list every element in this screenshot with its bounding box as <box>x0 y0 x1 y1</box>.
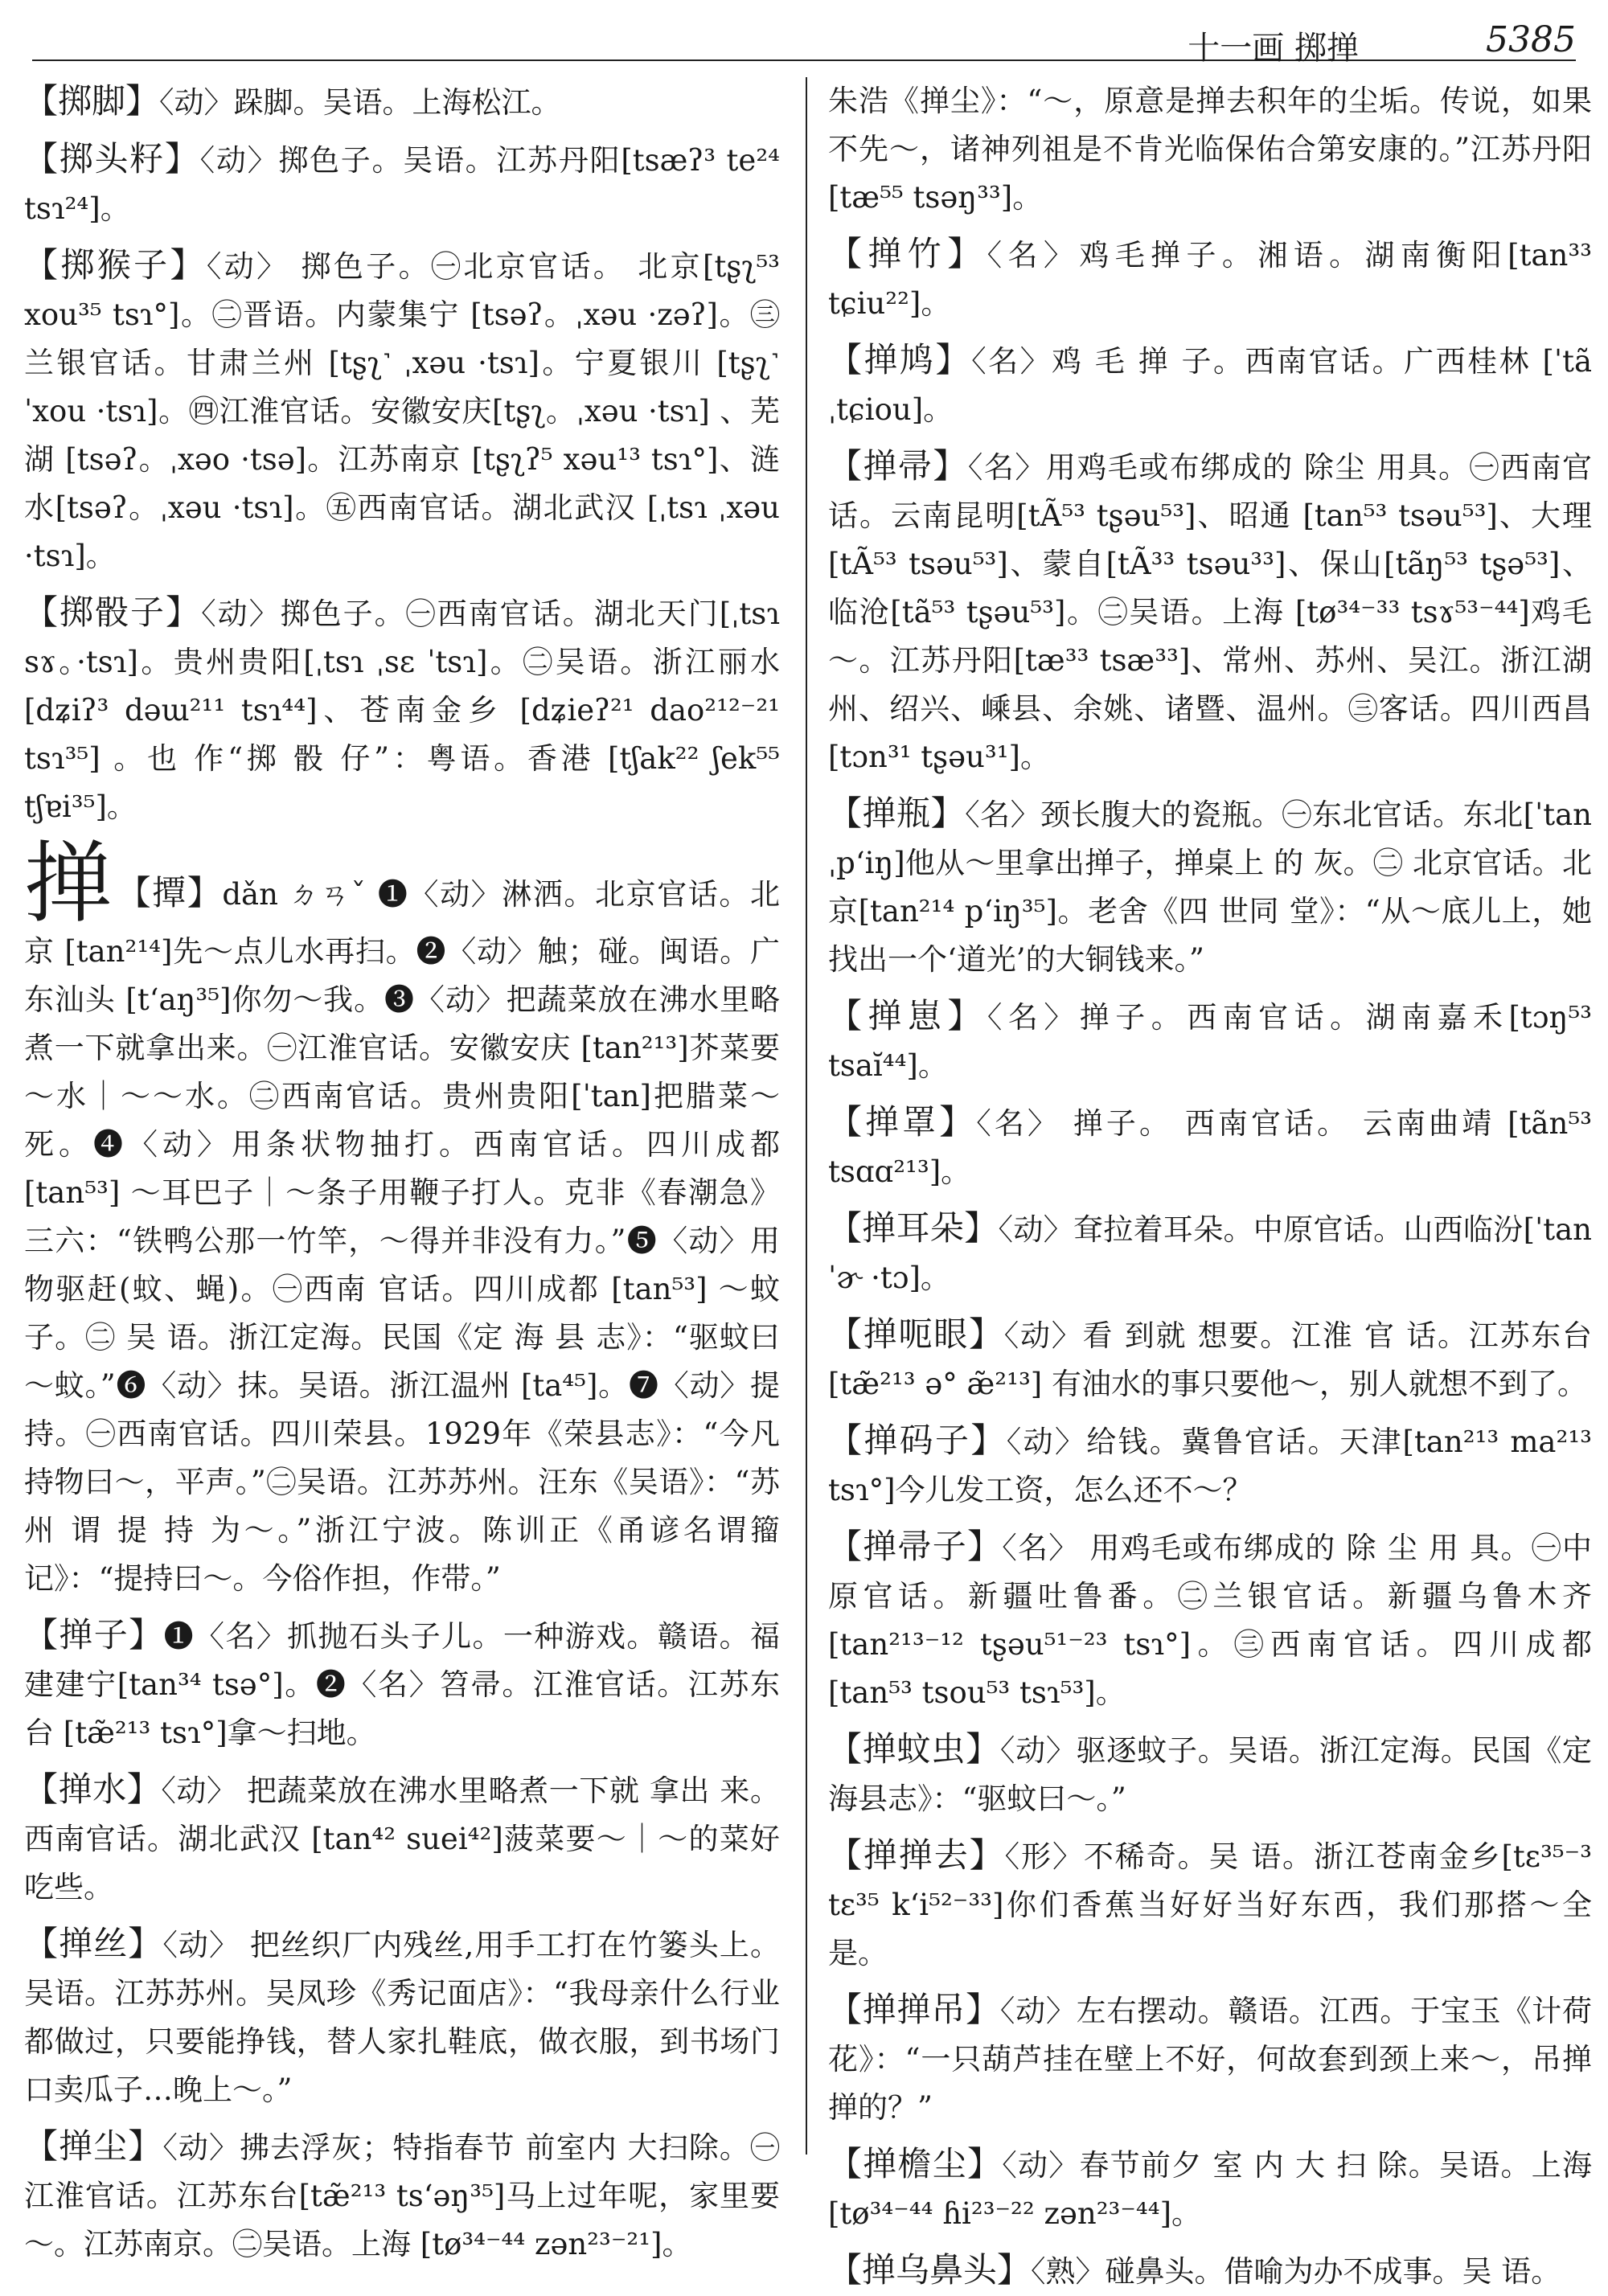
dictionary-entry <box>828 1417 1592 1515</box>
dictionary-entry <box>24 2122 780 2269</box>
entry-body: 〈动〉跺脚。吴语。上海松江。 <box>159 85 561 120</box>
entry-headword: 【掸竹】 <box>828 234 987 273</box>
entry-body: 〈动〉 把丝织厂内残丝,用手工打在竹篓头上。吴语。江苏苏州。吴凤珍《秀记面店》：“我母亲什么行业都做过，只要能挣钱，替人家扎鞋底，做衣服，到书场门口卖瓜子…晚上～。” <box>24 1928 780 2107</box>
entry-body: 〈动〉拂去浮灰；特指春节 前室内 大扫除。㊀江淮官话。江苏东台[tæ̃²¹³ tsʻəŋ³⁵]马上过年呢，家里要～。江苏南京。㊁吴语。上海 [tø³⁴⁻⁴⁴ zən²³⁻²¹]。 <box>24 2130 780 2261</box>
dictionary-entry-main <box>24 832 780 1603</box>
dictionary-entry <box>24 1611 780 1757</box>
entry-body: 〈名〉用鸡毛或布绑成的 除尘 用具。㊀西南官话。云南昆明[tÃ⁵³ tʂəu⁵³]、昭通 [tan⁵³ tsəu⁵³]、大理[tÃ⁵³ tsəu⁵³]、蒙自[tÃ³³ tsəu³³]、保山[tãŋ⁵³ tʂə⁵³]、临沧[tã⁵³ tʂəu⁵³]。㊁吴语。上海 [tø³⁴⁻³³ tsɤ⁵³⁻⁴⁴]鸡毛～。江苏丹阳[tæ³³ tsæ³³]、常州、苏州、吴江。浙江湖州、绍兴、嵊县、余姚、诸暨、温州。㊂客话。四川西昌 [tɔn³¹ tʂəu³¹]。 <box>828 450 1592 774</box>
entry-body: 〈名〉 掸子。 西南官话。 云南曲靖 [tãn⁵³ tsɑɑ²¹³]。 <box>828 1106 1592 1189</box>
entry-body: ❶〈名〉抓抛石头子儿。一种游戏。赣语。福建建宁[tan³⁴ tsə°]。❷〈名〉笤帚。江淮官话。江苏东台 [tæ̃²¹³ tsɿ°]拿～扫地。 <box>24 1619 780 1750</box>
entry-body: 〈动〉掷色子。吴语。江苏丹阳[tsæʔ³ te²⁴ tsɿ²⁴]。 <box>24 143 780 226</box>
left-column <box>24 77 780 2261</box>
entry-body: 〈动〉给钱。冀鲁官话。天津[tan²¹³ ma²¹³ tsɿ°]今儿发工资，怎么还不～？ <box>828 1425 1592 1507</box>
entry-headword: 【掸乌鼻头】 <box>828 2250 1032 2290</box>
entry-body: 〈名〉鸡毛掸子。湘语。湖南衡阳[tan³³ tɕiu²²]。 <box>828 238 1592 321</box>
entry-headword: 【掷骰子】 <box>24 592 202 632</box>
entry-headword: 【掸蚊虫】 <box>828 1729 1000 1769</box>
dictionary-entry <box>828 992 1592 1090</box>
dictionary-entry <box>828 789 1592 984</box>
dictionary-entry <box>24 241 780 580</box>
entry-body: 〈动〉左右摆动。赣语。江西。于宝玉《计荷花》：“一只葫芦挂在壁上不好，何故套到颈上来～，吊掸掸的？” <box>828 1994 1592 2125</box>
dictionary-entry <box>828 442 1592 781</box>
dictionary-entry <box>24 135 780 233</box>
entry-body: 〈动〉春节前夕 室 内 大 扫 除。吴语。上海 [tø³⁴⁻⁴⁴ ɦi²³⁻²² zən²³⁻⁴⁴]。 <box>828 2148 1592 2231</box>
dictionary-entry <box>828 2246 1592 2296</box>
section-label: 十一画 掷掸 <box>1188 30 1359 67</box>
dictionary-entry <box>828 1725 1592 1823</box>
entry-headword: 【掸水】 <box>24 1769 162 1809</box>
dictionary-entry-continued <box>828 77 1592 222</box>
entry-body: 朱浩《掸尘》：“～，原意是掸去积年的尘垢。传说，如果不先～，诸神列祖是不肯光临保佑合第安康的。”江苏丹阳 [tæ⁵⁵ tsəŋ³³]。 <box>828 84 1592 215</box>
entry-body: 〈名〉鸡 毛 掸 子。西南官话。广西桂林 [ˈtã ˌtɕiou]。 <box>828 344 1592 427</box>
entry-headword: 【掸子】 <box>24 1615 164 1654</box>
entry-headword: 【掸罩】 <box>828 1102 977 1142</box>
entry-body: 〈动〉耷拉着耳朵。中原官话。山西临汾[ˈtan ˈɚ ·tɔ]。 <box>828 1212 1592 1295</box>
page-header <box>32 11 1576 67</box>
entry-body: 〈名〉颈长腹大的瓷瓶。㊀东北官话。东北[ˈtan ˌpʻiŋ]他从～里拿出掸子，掸桌上 的 灰。㊁ 北京官话。北京[tan²¹⁴ pʻiŋ³⁵]。老舍《四 世同 堂》：“从～底儿上，她找出一个‘道光’的大铜钱来。” <box>828 797 1592 977</box>
entry-headword: 【掸码子】 <box>828 1421 1007 1460</box>
entry-headword: 【掷脚】 <box>24 81 160 121</box>
dictionary-entry <box>828 1523 1592 1717</box>
dictionary-entry <box>828 2140 1592 2238</box>
entry-headword: 【掸瓶】 <box>828 793 966 833</box>
entry-headword: 【掸尘】 <box>24 2126 163 2166</box>
entry-headword: 【掸帚】 <box>828 446 968 486</box>
entry-headword: 【掸丝】 <box>24 1924 163 1963</box>
entry-headword: 【掸掸吊】 <box>828 1990 1000 2029</box>
dictionary-entry <box>24 77 780 127</box>
dictionary-entry <box>828 336 1592 434</box>
entry-headword: 【掸檐尘】 <box>828 2144 1003 2183</box>
entry-headword: 【掸耳朵】 <box>828 1208 999 1248</box>
dictionary-entry <box>828 1098 1592 1196</box>
entry-body: 〈动〉 掷色子。㊀北京官话。 北京[tʂʅ⁵³ xou³⁵ tsɿ°]。㊁晋语。内蒙集宁 [tsəʔ。ˌxəu ·zəʔ]。㊂兰银官话。甘肃兰州 [tʂʅ˺ ˌxəu ·tsɿ]。宁夏银川 [tʂʅ˺ ˈxou ·tsɿ]。㊃江淮官话。安徽安庆[tʂʅ。ˌxəu ·tsɿ] 、芜湖 [tsəʔ。ˌxəo ·tsə]。江苏南京 [tʂʅʔ⁵ xəu¹³ tsɿ°]、涟水[tsəʔ。ˌxəu ·tsɿ]。㊄西南官话。湖北武汉 [ˌtsɿ ˌxəu ·tsɿ]。 <box>24 249 780 573</box>
column-divider <box>806 77 807 2155</box>
right-column <box>828 77 1592 2290</box>
entry-body: 〈熟〉碰鼻头。借喻为办不成事。吴 语。 <box>1031 2254 1561 2289</box>
entry-headword: 【掷猴子】 <box>24 245 207 285</box>
dictionary-entry <box>828 1204 1592 1302</box>
dictionary-entry <box>24 1765 780 1912</box>
entry-body: 〈动〉 把蔬菜放在沸水里略煮一下就 拿出 来。西南官话。湖北武汉 [tan⁴² suei⁴²]菠菜要～｜～的菜好吃些。 <box>24 1773 780 1904</box>
entry-headword: 【撢】 <box>117 873 223 912</box>
entry-headword: 【掸掸去】 <box>828 1835 1005 1875</box>
dictionary-entry <box>828 230 1592 328</box>
dictionary-entry <box>24 1920 780 2114</box>
dictionary-entry <box>24 588 780 831</box>
entry-body: 〈动〉看 到就 想要。江淮 官 话。江苏东台 [tæ̃²¹³ ə° æ̃²¹³] 有油水的事只要他～，别人就想不到了。 <box>828 1318 1592 1401</box>
entry-body: 〈形〉不稀奇。吴 语。浙江苍南金乡[tɛ³⁵⁻³ tɛ³⁵ kʻi⁵²⁻³³]你们香蕉当好好当好东西，我们那搭～全是。 <box>828 1839 1592 1970</box>
main-character: 掸 <box>24 832 114 935</box>
entry-headword: 【掸鸠】 <box>828 340 972 379</box>
entry-body: dǎn ㄉㄢˇ ❶〈动〉淋洒。北京官话。北京 [tan²¹⁴]先～点儿水再扫。❷〈动〉触；碰。闽语。广东汕头 [tʻaŋ³⁵]你勿～我。❸〈动〉把蔬菜放在沸水里略煮一下就拿出来。㊀江淮官话。安徽安庆 [tan²¹³]芥菜要～水｜～～水。㊁西南官话。贵州贵阳[ˈtan]把腊菜～死。❹〈动〉用条状物抽打。西南官话。四川成都 [tan⁵³] ～耳巴子｜～条子用鞭子打人。克非《春潮急》三六：“铁鸭公那一竹竿，～得并非没有力。”❺〈动〉用物驱赶(蚊、蝇)。㊀西南 官话。四川成都 [tan⁵³] ～蚊 子。㊁ 吴 语。浙江定海。民国《定 海 县 志》：“驱蚊曰～蚊。”❻〈动〉抹。吴语。浙江温州 [ta⁴⁵]。❼〈动〉提持。㊀西南官话。四川荣县。1929年《荣县志》：“今凡持物曰～，平声。”㊁吴语。江苏苏州。汪东《吴语》：“苏州 谓 提 持 为～。”浙江宁波。陈训正《甬谚名谓籀记》：“提持曰～。今俗作担，作带。” <box>24 877 780 1596</box>
entry-headword: 【掸呃眼】 <box>828 1314 1004 1354</box>
dictionary-entry <box>828 1986 1592 2132</box>
page-number: 5385 <box>1486 19 1576 60</box>
entry-body: 〈名〉 用鸡毛或布绑成的 除 尘 用 具。㊀中原官话。新疆吐鲁番。㊁兰银官话。新疆乌鲁木齐 [tan²¹³⁻¹² tʂəu⁵¹⁻²³ tsɿ°]。㊂西南官话。四川成都 [tan⁵³ tsou⁵³ tsɿ⁵³]。 <box>828 1531 1592 1710</box>
dictionary-entry <box>828 1831 1592 1978</box>
entry-headword: 【掷头籽】 <box>24 139 200 178</box>
entry-body: 〈名〉掸子。西南官话。湖南嘉禾[tɔŋ⁵³ tsaĭ⁴⁴]。 <box>828 1000 1592 1083</box>
dictionary-entry <box>828 1310 1592 1408</box>
entry-body: 〈动〉驱逐蚊子。吴语。浙江定海。民国《定海县志》：“驱蚊曰～。” <box>828 1733 1592 1816</box>
entry-headword: 【掸帚子】 <box>828 1527 1003 1566</box>
entry-body: 〈动〉掷色子。㊀西南官话。湖北天门[ˌtsɿ sɤ。·tsɿ]。贵州贵阳[ˌtsɿ ˌsɛ ˈtsɿ]。㊁吴语。浙江丽水 [dʑiʔ³ dəɯ²¹¹ tsɿ⁴⁴]、苍南金乡 [dʑieʔ²¹ dao²¹²⁻²¹ tsɿ³⁵] 。也 作“掷 骰 仔”：粤语。香港 [tʃak²² ʃek⁵⁵ tʃɐi³⁵]。 <box>24 597 780 824</box>
entry-headword: 【掸崽】 <box>828 996 987 1035</box>
